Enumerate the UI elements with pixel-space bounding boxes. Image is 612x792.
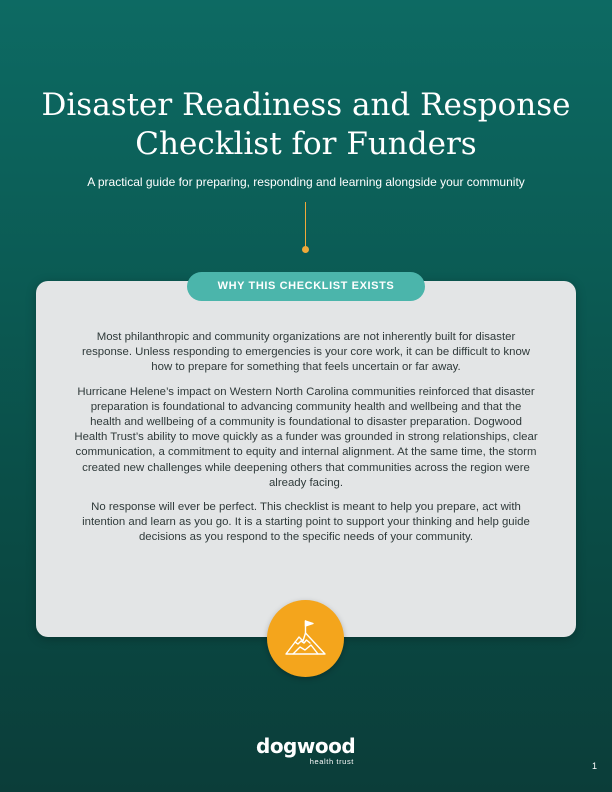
connector-dot — [302, 246, 309, 253]
page-subtitle: A practical guide for preparing, responding and learning alongside your community — [87, 175, 525, 189]
card-paragraph-1: Most philanthropic and community organizations are not inherently built for disaster response. Unless responding to emergencies is your core work, it can be difficult to know how to prepare for something that feels uncertain or far away. — [81, 331, 531, 374]
card-paragraph-2: Hurricane Helene’s impact on Western North Carolina communities reinforced that disaster preparation is foundational to advancing community health and wellbeing and that the health and wellbeing of a community is foundational to disaster preparation. Dogwood Health Trust’s ability to move quickly as a funder was grounded in strong relationships, clear communication, a commitment to equity and internal alignment. At the same time, the storm created new challenges while deepening others that communities across the region were already facing. — [74, 385, 538, 489]
page-number: 1 — [592, 761, 598, 771]
section-badge: WHY THIS CHECKLIST EXISTS — [187, 272, 425, 301]
logo-wordmark: dogwood — [256, 734, 356, 758]
card-paragraph-3: No response will ever be perfect. This checklist is meant to help you prepare, act with intention and learn as you go. It is a starting point to support your thinking and help guide decisions as you respond to the specific needs of your community. — [82, 501, 530, 544]
title-line-1: Disaster Readiness and Response — [41, 87, 571, 123]
page-title — [0, 86, 612, 164]
dogwood-logo — [256, 735, 356, 766]
mountain-flag-icon — [267, 600, 344, 677]
card-body — [74, 330, 538, 555]
connector-line — [305, 202, 306, 247]
title-line-2: Checklist for Funders — [135, 126, 477, 162]
logo-subtitle: health trust — [309, 757, 354, 766]
